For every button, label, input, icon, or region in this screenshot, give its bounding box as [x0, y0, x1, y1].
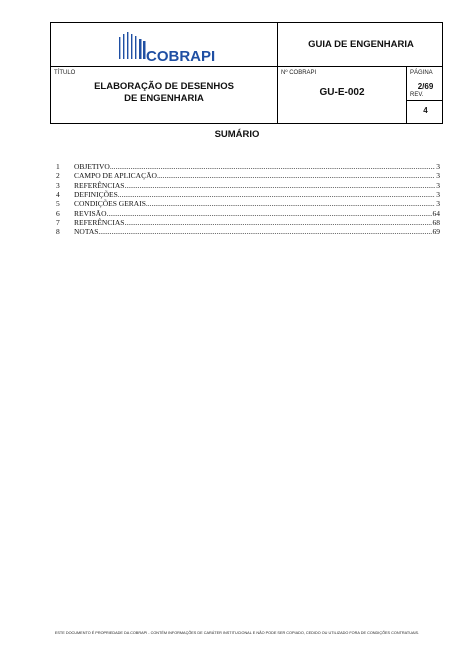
numero-label: Nº COBRAPI [281, 70, 317, 76]
page-number: 2/69 [417, 82, 434, 91]
titulo-label: TÍTULO [54, 70, 76, 76]
toc-leader [98, 227, 431, 236]
document-code: GU-E-002 [319, 87, 365, 98]
toc-label: REFERÊNCIAS [74, 217, 125, 227]
toc-number: 2 [56, 171, 60, 181]
title-line-2: DE ENGENHARIA [124, 93, 204, 104]
toc-page: 3 [436, 190, 440, 200]
document-header [50, 22, 443, 124]
table-of-contents [56, 162, 440, 236]
toc-label: REVISÃO [74, 208, 107, 218]
toc-page: 64 [432, 208, 440, 218]
toc-leader [118, 190, 435, 199]
logo-wordmark: COBRAPI [146, 48, 216, 65]
toc-number: 3 [56, 180, 60, 190]
toc-label: REFERÊNCIAS [74, 180, 125, 190]
toc-label: CAMPO DE APLICAÇÃO [74, 171, 157, 181]
toc-item[interactable] [56, 171, 440, 180]
toc-item[interactable] [56, 162, 440, 171]
toc-page: 3 [436, 162, 440, 172]
toc-label: DEFINIÇÕES [74, 190, 118, 200]
toc-item[interactable] [56, 227, 440, 236]
toc-number: 5 [56, 199, 60, 209]
toc-item[interactable] [56, 218, 440, 227]
toc-leader [124, 218, 431, 227]
toc-page: 3 [436, 180, 440, 190]
footer-disclaimer: ESTE DOCUMENTO É PROPRIEDADE DA COBRAPI - CONTÉM INFORMAÇÕES DE CARÁTER INSTITUCIONAL E NÃO PODE SER COPIADO, CEDIDO OU UTILIZADO FORA DE CONDIÇÕES CONTRATUAIS. [54, 631, 420, 635]
toc-item[interactable] [56, 190, 440, 199]
toc-leader [157, 171, 435, 180]
toc-number: 8 [56, 227, 60, 237]
toc-label: NOTAS [74, 227, 99, 237]
document-type: GUIA DE ENGENHARIA [308, 39, 414, 50]
toc-number: 1 [56, 162, 60, 172]
summary-title: SUMÁRIO [214, 129, 260, 140]
toc-leader [146, 199, 435, 208]
toc-label: CONDIÇÕES GERAIS [74, 199, 146, 209]
toc-number: 4 [56, 190, 60, 200]
toc-item[interactable] [56, 208, 440, 217]
toc-page: 3 [436, 171, 440, 181]
header-divider [406, 100, 442, 101]
document-title [51, 81, 277, 105]
title-line-1: ELABORAÇÃO DE DESENHOS [94, 81, 234, 92]
toc-page: 68 [432, 217, 440, 227]
toc-leader [107, 209, 432, 218]
toc-page: 3 [436, 199, 440, 209]
pagina-label: PÁGINA [410, 70, 433, 76]
toc-label: OBJETIVO [74, 162, 110, 172]
toc-leader [110, 162, 435, 171]
toc-item[interactable] [56, 199, 440, 208]
toc-leader [124, 181, 435, 190]
toc-item[interactable] [56, 181, 440, 190]
revision-number: 4 [423, 106, 428, 115]
toc-number: 6 [56, 208, 60, 218]
toc-number: 7 [56, 217, 60, 227]
rev-label: REV. [410, 92, 424, 98]
company-logo [51, 23, 277, 66]
header-divider [51, 66, 442, 67]
toc-page: 69 [432, 227, 440, 237]
